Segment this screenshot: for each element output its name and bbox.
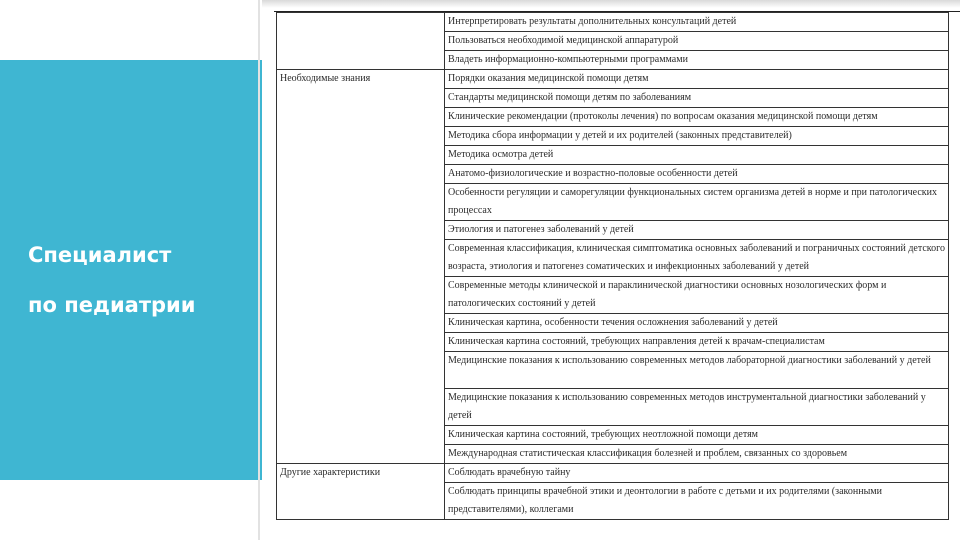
group-label: Необходимые знания xyxy=(277,70,445,464)
table-cell-item: Интерпретировать результаты дополнительных консультаций детей xyxy=(445,13,949,32)
document-edge xyxy=(258,0,260,540)
table-cell-item: Современная классификация, клиническая симптоматика основных заболеваний и пограничных состояний детского возраста, этиология и патогенез соматических и инфекционных заболеваний у детей xyxy=(445,240,949,277)
competency-table xyxy=(276,12,949,520)
table-cell-item: Методика осмотра детей xyxy=(445,146,949,165)
table-cell-item: Медицинские показания к использованию современных методов инструментальной диагностики заболеваний у детей xyxy=(445,389,949,426)
page-top-shadow xyxy=(262,0,960,8)
table-cell-item: Международная статистическая классификация болезней и проблем, связанных со здоровьем xyxy=(445,445,949,464)
table-cell-item: Порядки оказания медицинской помощи детям xyxy=(445,70,949,89)
table-cell-item: Стандарты медицинской помощи детям по заболеваниям xyxy=(445,89,949,108)
slide-title xyxy=(28,230,195,330)
table-cell-item: Соблюдать принципы врачебной этики и деонтологии в работе с детьми и их родителями (законными представителями), коллегами xyxy=(445,483,949,520)
table-cell-item: Клиническая картина состояний, требующих неотложной помощи детям xyxy=(445,426,949,445)
group-label xyxy=(277,13,445,70)
table-row xyxy=(277,13,949,32)
table-cell-item: Анатомо-физиологические и возрастно-половые особенности детей xyxy=(445,165,949,184)
table-cell-item: Особенности регуляции и саморегуляции функциональных систем организма детей в норме и при патологических процессах xyxy=(445,184,949,221)
table-cell-item: Медицинские показания к использованию современных методов лабораторной диагностики заболеваний у детей xyxy=(445,352,949,389)
slide-title-line-1: Специалист xyxy=(28,243,172,267)
table-cell-item: Пользоваться необходимой медицинской аппаратурой xyxy=(445,32,949,51)
table-cell-item: Методика сбора информации у детей и их родителей (законных представителей) xyxy=(445,127,949,146)
table-cell-item: Соблюдать врачебную тайну xyxy=(445,464,949,483)
table-cell-item: Современные методы клинической и параклинической диагностики основных нозологических форм и патологических состояний у детей xyxy=(445,277,949,314)
slide-title-line-2: по педиатрии xyxy=(28,293,196,317)
table-cell-item: Клинические рекомендации (протоколы лечения) по вопросам оказания медицинской помощи детям xyxy=(445,108,949,127)
competency-table-body xyxy=(277,13,949,520)
side-panel xyxy=(0,60,262,480)
table-cell-item: Клиническая картина, особенности течения осложнения заболеваний у детей xyxy=(445,314,949,333)
table-cell-item: Владеть информационно-компьютерными программами xyxy=(445,51,949,70)
group-label: Другие характеристики xyxy=(277,464,445,520)
document-scan xyxy=(262,0,960,540)
table-cell-item: Клиническая картина состояний, требующих направления детей к врачам-специалистам xyxy=(445,333,949,352)
table-cell-item: Этиология и патогенез заболеваний у детей xyxy=(445,221,949,240)
table-row xyxy=(277,70,949,89)
table-row xyxy=(277,464,949,483)
